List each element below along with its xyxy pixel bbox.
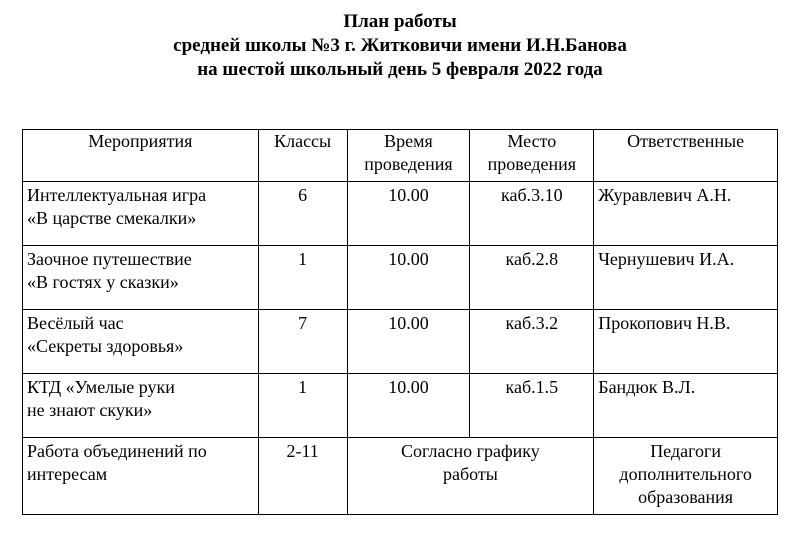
schedule-table [22, 129, 778, 515]
event-line-1: КТД «Умелые руки [27, 377, 175, 397]
cell-place: каб.3.10 [470, 182, 594, 246]
header-time-line-1: Время [384, 131, 433, 151]
event-line-1: Работа объединений по [27, 441, 207, 461]
cell-event [23, 246, 259, 310]
cell-responsible: Чернушевич И.А. [594, 246, 778, 310]
event-line-2: не знают скуки» [27, 400, 153, 420]
cell-place: каб.1.5 [470, 374, 594, 438]
header-place [470, 130, 594, 182]
cell-responsible: Прокопович Н.В. [594, 310, 778, 374]
cell-time: 10.00 [347, 182, 470, 246]
cell-classes: 2-11 [258, 438, 347, 515]
cell-classes: 1 [258, 246, 347, 310]
event-line-2: «В царстве смекалки» [27, 208, 197, 228]
header-responsible: Ответственные [594, 130, 778, 182]
table-row [23, 438, 778, 515]
event-line-2: «Секреты здоровья» [27, 336, 184, 356]
cell-responsible [594, 438, 778, 515]
cell-time: 10.00 [347, 246, 470, 310]
cell-place: каб.3.2 [470, 310, 594, 374]
cell-place: каб.2.8 [470, 246, 594, 310]
title-line-2: средней школы №3 г. Житковичи имени И.Н.Банова [173, 35, 627, 56]
cell-classes: 6 [258, 182, 347, 246]
title-line-3: на шестой школьный день 5 февраля 2022 года [197, 59, 603, 80]
header-classes: Классы [258, 130, 347, 182]
header-place-line-2: проведения [487, 154, 577, 174]
title-line-1: План работы [343, 11, 457, 32]
table-row [23, 374, 778, 438]
responsible-line-3: образования [638, 487, 734, 507]
cell-classes: 1 [258, 374, 347, 438]
header-time-line-2: проведения [364, 154, 453, 174]
header-place-line-1: Место [507, 131, 557, 151]
schedule-line-2: работы [442, 464, 498, 484]
cell-event [23, 182, 259, 246]
table-row [23, 310, 778, 374]
cell-time: 10.00 [347, 374, 470, 438]
header-event: Мероприятия [23, 130, 259, 182]
event-line-1: Интеллектуальная игра [27, 185, 207, 205]
cell-responsible: Бандюк В.Л. [594, 374, 778, 438]
cell-schedule [347, 438, 594, 515]
responsible-line-1: Педагоги [650, 441, 722, 461]
event-line-2: интересам [27, 464, 108, 484]
cell-classes: 7 [258, 310, 347, 374]
cell-time: 10.00 [347, 310, 470, 374]
cell-event [23, 438, 259, 515]
table-row [23, 246, 778, 310]
schedule-line-1: Согласно графику [401, 441, 540, 461]
event-line-2: «В гостях у сказки» [27, 272, 179, 292]
event-line-1: Весёлый час [27, 313, 124, 333]
cell-responsible: Журавлевич А.Н. [594, 182, 778, 246]
table-header-row [23, 130, 778, 182]
header-time [347, 130, 470, 182]
event-line-1: Заочное путешествие [27, 249, 192, 269]
document-title [0, 10, 800, 82]
cell-event [23, 374, 259, 438]
cell-event [23, 310, 259, 374]
responsible-line-2: дополнительного [619, 464, 752, 484]
table-row [23, 182, 778, 246]
